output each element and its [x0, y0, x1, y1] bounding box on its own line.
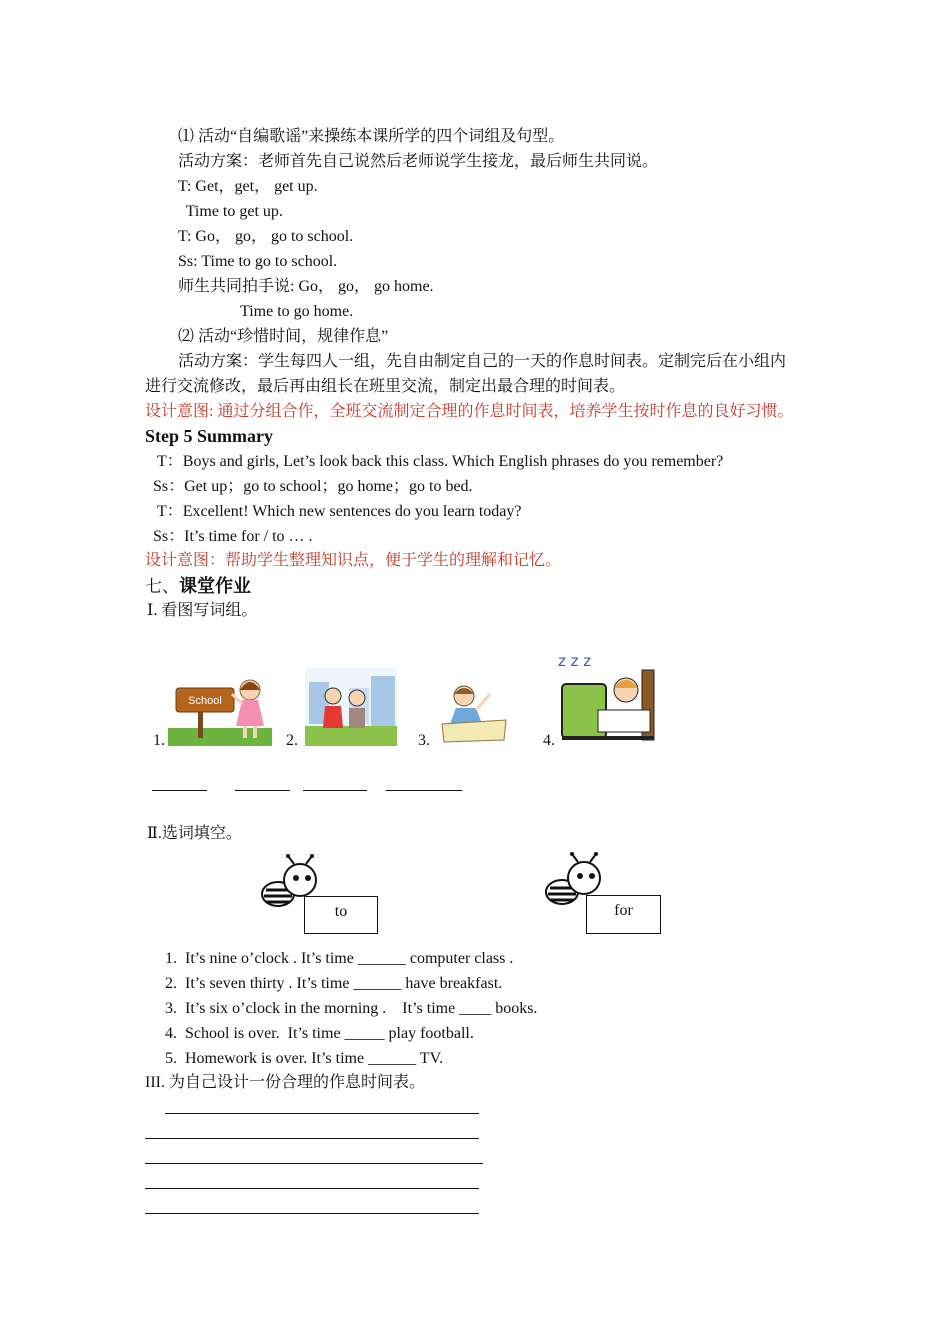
writing-line[interactable] — [145, 1138, 479, 1139]
chant-line: T: Go， go， go to school. — [178, 228, 354, 245]
part-2-title: Ⅱ.选词填空。 — [147, 825, 242, 842]
chant-line: 师生共同拍手说: Go， go， go home. — [178, 278, 434, 295]
child-sleeping-in-bed-icon — [558, 648, 660, 744]
exercise-sentence: 5. Homework is over. It’s time ______ TV. — [165, 1050, 444, 1067]
design-intent: 设计意图: 通过分组合作，全班交流制定合理的作息时间表，培养学生按时作息的良好习惯。 — [145, 403, 794, 420]
zzz-text: z z z — [558, 652, 592, 670]
heading-prefix: 七、 — [145, 577, 179, 596]
activity-2-plan: 进行交流修改，最后再由组长在班里交流，制定出最合理的时间表。 — [145, 378, 626, 395]
writing-line[interactable] — [145, 1188, 479, 1189]
answer-blank[interactable] — [303, 790, 367, 791]
picture-number: 3. — [418, 732, 430, 749]
school-sign-text: School — [188, 695, 222, 707]
writing-line[interactable] — [145, 1213, 479, 1214]
chant-line: Time to get up. — [182, 203, 283, 220]
design-intent: 设计意图：帮助学生整理知识点，便于学生的理解和记忆。 — [145, 552, 562, 569]
summary-line: T：Boys and girls, Let’s look back this class. Which English phrases do you remember? — [157, 453, 724, 470]
word-box-to: to — [304, 896, 378, 934]
answer-blank[interactable] — [235, 790, 290, 791]
chant-line: Time to go home. — [240, 303, 354, 320]
picture-number: 2. — [286, 732, 298, 749]
activity-2-title: ⑵ 活动“珍惜时间，规律作息” — [178, 328, 389, 345]
exercise-sentence: 4. School is over. It’s time _____ play football. — [165, 1025, 474, 1042]
homework-heading — [145, 576, 251, 597]
section-heading: Step 5 Summary — [145, 426, 274, 446]
summary-line: Ss：Get up；go to school；go home；go to bed. — [153, 478, 473, 495]
heading-bold: 课堂作业 — [179, 576, 251, 596]
exercise-sentence: 1. It’s nine o’clock . It’s time ______ computer class . — [165, 950, 514, 967]
activity-1-title: ⑴ 活动“自编歌谣”来操练本课所学的四个词组及句型。 — [178, 128, 565, 145]
chant-line: Ss: Time to go to school. — [178, 253, 338, 270]
activity-2-plan: 活动方案：学生每四人一组，先自由制定自己的一天的作息时间表。定制完后在小组内 — [178, 353, 787, 370]
picture-number: 1. — [153, 732, 165, 749]
answer-blank[interactable] — [152, 790, 207, 791]
summary-line: Ss：It’s time for / to … . — [153, 528, 313, 545]
school-sign-girl-icon — [168, 668, 272, 746]
activity-1-plan: 活动方案：老师首先自己说然后老师说学生接龙，最后师生共同说。 — [178, 153, 659, 170]
picture-number: 4. — [543, 732, 555, 749]
boy-getting-up-icon — [438, 670, 510, 746]
exercise-sentence: 3. It’s six o’clock in the morning . It’s time ____ books. — [165, 1000, 538, 1017]
part-1-title: Ⅰ. 看图写词组。 — [147, 602, 258, 619]
chant-line: T: Get，get， get up. — [178, 178, 318, 195]
writing-line[interactable] — [145, 1163, 483, 1164]
writing-line[interactable] — [165, 1113, 479, 1114]
part-3-title: III. 为自己设计一份合理的作息时间表。 — [145, 1074, 425, 1091]
children-walking-home-icon — [305, 668, 397, 746]
exercise-sentence: 2. It’s seven thirty . It’s time ______ have breakfast. — [165, 975, 503, 992]
answer-blank[interactable] — [386, 790, 462, 791]
word-box-for: for — [586, 895, 661, 934]
summary-line: T：Excellent! Which new sentences do you learn today? — [157, 503, 522, 520]
